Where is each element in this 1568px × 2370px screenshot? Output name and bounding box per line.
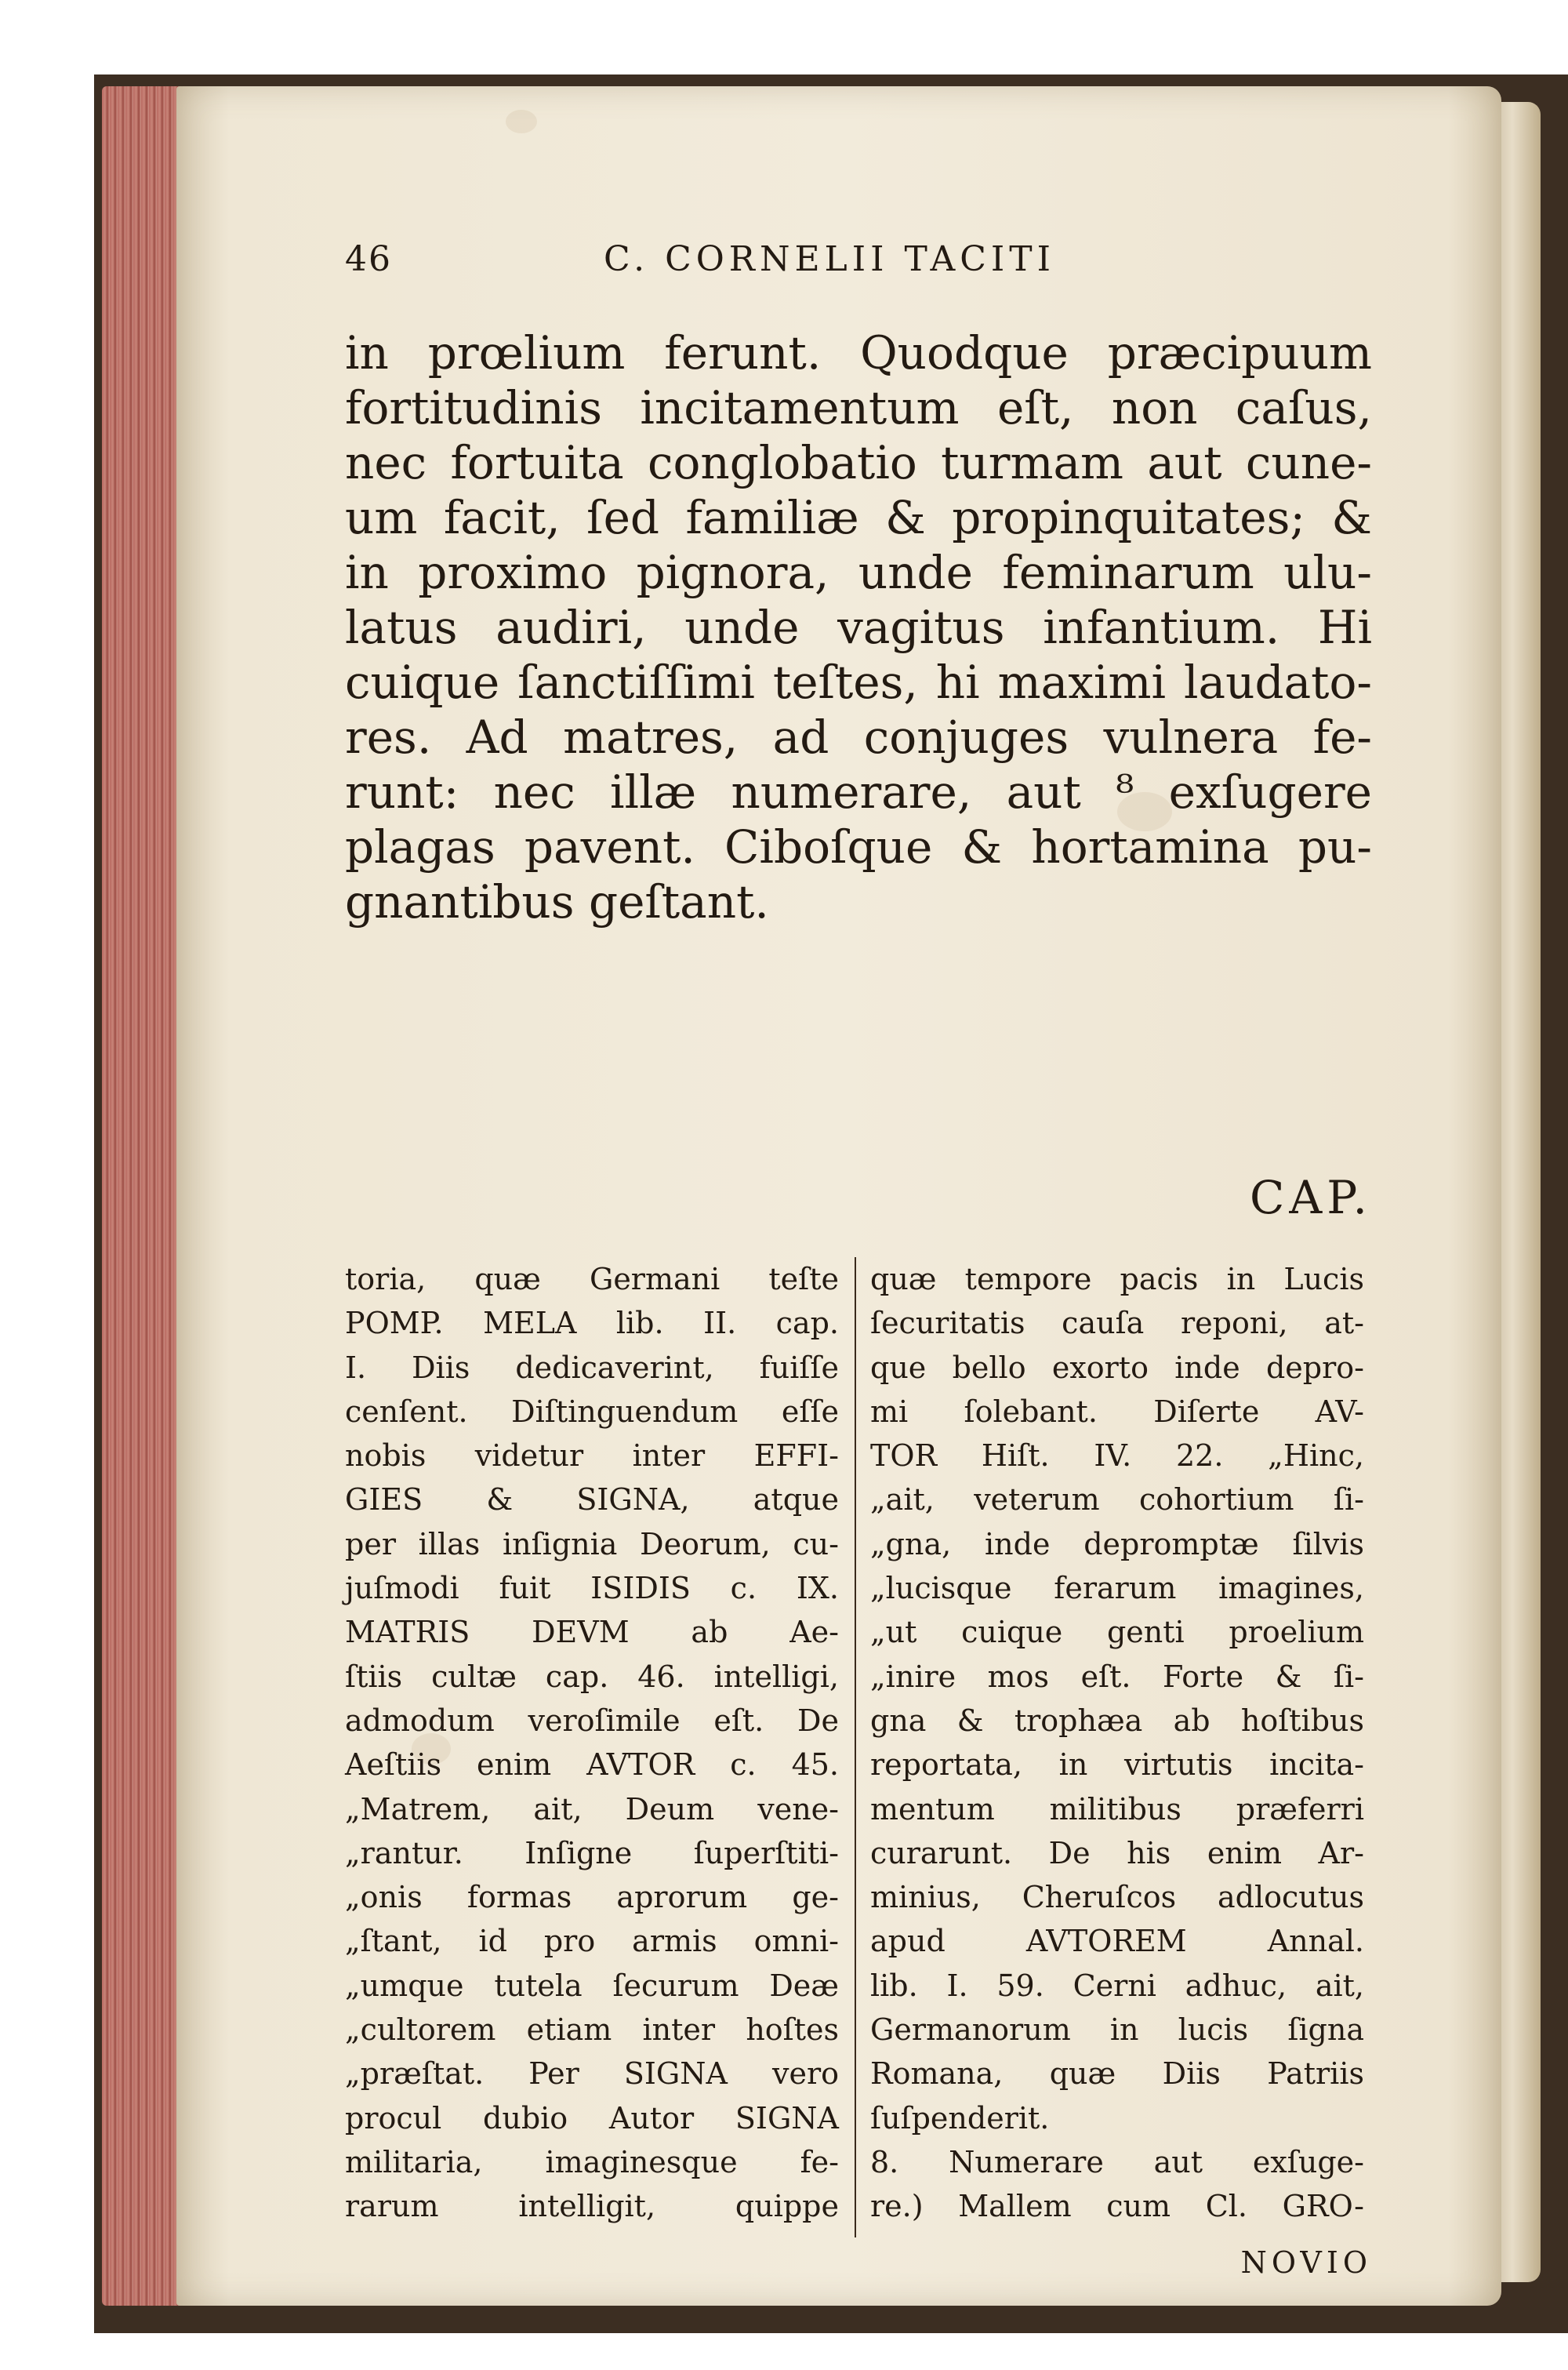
main-text — [345, 325, 1372, 929]
note-line: que bello exorto inde depro- — [870, 1350, 1364, 1385]
catchword: NOVIO — [1240, 2245, 1372, 2280]
note-line: cenſent. Diſtinguendum eſſe — [345, 1394, 839, 1429]
note-line: „præſtat. Per SIGNA vero — [345, 2056, 839, 2092]
page-content — [345, 239, 1372, 2280]
note-line: mi ſolebant. Diſerte AV- — [870, 1394, 1364, 1429]
note-line: „lucisque ferarum imagines, — [870, 1571, 1364, 1606]
running-header — [345, 239, 1372, 286]
main-line: fortitudinis incitamentum eſt, non caſus, — [345, 381, 1372, 434]
note-line: „onis formas aprorum ge- — [345, 1880, 839, 1915]
note-line: „Matrem, ait, Deum vene- — [345, 1791, 839, 1827]
note-line: 8. Numerare aut exſuge- — [870, 2144, 1364, 2179]
note-line: „ſtant, id pro armis omni- — [345, 1924, 839, 1959]
note-line: nobis videtur inter EFFI- — [345, 1438, 839, 1474]
note-line: quæ tempore pacis in Lucis — [870, 1262, 1364, 1296]
page-number: 46 — [345, 239, 392, 279]
note-line: „ait, veterum cohortium ſi- — [870, 1482, 1364, 1518]
main-line: nec fortuita conglobatio turmam aut cune- — [345, 436, 1372, 489]
footnotes — [345, 1257, 1372, 2280]
note-line: per illas inſignia Deorum, cu- — [345, 1526, 839, 1561]
notes-right-column — [870, 1257, 1364, 2229]
note-line: mentum militibus præferri — [870, 1791, 1364, 1827]
note-line: „cultorem etiam inter hoſtes — [345, 2012, 839, 2048]
main-line: um facit, ſed familiæ & propinquitates; & — [345, 491, 1372, 544]
column-rule — [855, 1257, 856, 2237]
note-line: rarum intelligit, quippe — [345, 2189, 839, 2224]
main-line: latus audiri, unde vagitus infantium. Hi — [345, 601, 1372, 654]
note-line: toria, quæ Germani teſte — [345, 1262, 839, 1296]
note-line: ſuſpenderit. — [870, 2100, 1050, 2136]
running-head: C. CORNELII TACITI — [604, 239, 1056, 279]
notes-left-column — [345, 1257, 839, 2229]
note-line: reportata, in virtutis incita- — [870, 1747, 1364, 1783]
chapter-marker: CAP. — [1250, 1171, 1372, 1224]
note-line: „rantur. Inſigne ſuperſtiti- — [345, 1835, 839, 1870]
note-line: „ut cuique genti proelium — [870, 1615, 1364, 1650]
note-line: POMP. MELA lib. II. cap. — [345, 1306, 839, 1341]
note-line: admodum veroſimile eſt. De — [345, 1703, 839, 1738]
note-line: ſecuritatis cauſa reponi, at- — [870, 1306, 1364, 1341]
note-line: „umque tutela ſecurum Deæ — [345, 1968, 839, 2003]
note-line: ſtiis cultæ cap. 46. intelligi, — [345, 1659, 839, 1694]
main-line: runt: nec illæ numerare, aut ⁸ exſugere — [345, 765, 1372, 819]
note-line: TOR Hiſt. IV. 22. „Hinc, — [870, 1438, 1364, 1474]
main-line: plagas pavent. Ciboſque & hortamina pu- — [345, 820, 1372, 874]
note-line: „gna, inde depromptæ ſilvis — [870, 1526, 1364, 1561]
main-line: gnantibus geſtant. — [345, 875, 769, 929]
main-line: in prœlium ferunt. Quodque præcipuum — [345, 326, 1372, 380]
note-line: Romana, quæ Diis Patriis — [870, 2056, 1364, 2092]
note-line: Germanorum in lucis ſigna — [870, 2012, 1364, 2048]
note-line: GIES & SIGNA, atque — [345, 1482, 839, 1518]
note-line: Aeſtiis enim AVTOR c. 45. — [345, 1747, 839, 1783]
note-line: apud AVTOREM Annal. — [870, 1924, 1364, 1959]
note-line: lib. I. 59. Cerni adhuc, ait, — [870, 1968, 1364, 2003]
note-line: minius, Cheruſcos adlocutus — [870, 1880, 1364, 1915]
note-line: MATRIS DEVM ab Ae- — [345, 1615, 839, 1650]
note-line: „inire mos eſt. Forte & ſi- — [870, 1659, 1364, 1694]
note-line: I. Diis dedicaverint, fuiſſe — [345, 1350, 839, 1385]
main-line: res. Ad matres, ad conjuges vulnera fe- — [345, 711, 1372, 764]
main-line: cuique ſanctiſſimi teſtes, hi maximi laudato- — [345, 656, 1372, 709]
note-line: juſmodi fuit ISIDIS c. IX. — [345, 1571, 839, 1606]
note-line: re.) Mallem cum Cl. GRO- — [870, 2189, 1364, 2224]
note-line: procul dubio Autor SIGNA — [345, 2100, 839, 2136]
note-line: curarunt. De his enim Ar- — [870, 1835, 1364, 1870]
note-line: gna & trophæa ab hoſtibus — [870, 1703, 1364, 1738]
main-line: in proximo pignora, unde feminarum ulu- — [345, 546, 1372, 599]
note-line: militaria, imaginesque fe- — [345, 2144, 839, 2179]
